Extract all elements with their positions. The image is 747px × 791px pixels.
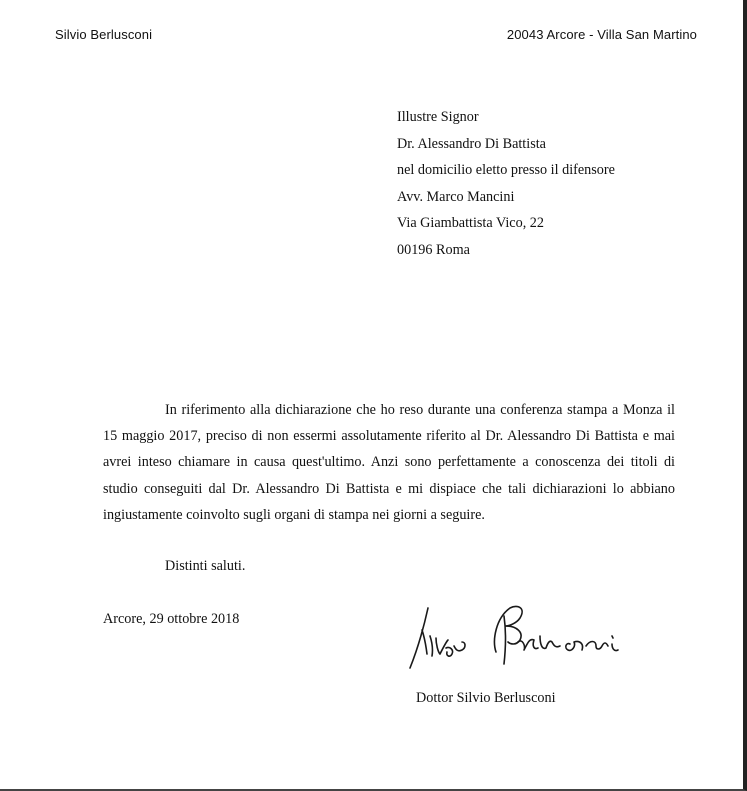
recipient-address-block bbox=[397, 104, 615, 264]
recipient-line-domicile: nel domicilio eletto presso il difensore bbox=[397, 162, 615, 179]
closing-salutation: Distinti saluti. bbox=[165, 558, 246, 574]
letterhead-name: Silvio Berlusconi bbox=[55, 27, 153, 42]
body-paragraph: In riferimento alla dichiarazione che ho reso durante una conferenza stampa a Monza il 15 maggio 2017, preciso di non essermi assolutamente riferito al Dr. Alessandro Di Battista e mai avrei inteso chiamare in causa quest'ultimo. Anzi sono perfettamente a conoscenza dei titoli di studio conseguiti dal Dr. Alessandro Di Battista e mi dispiace che tali dichiarazioni lo abbiano ingiustamente coinvolto sugli organi di stampa nei giorni a seguire. bbox=[103, 402, 675, 523]
letterhead-address: 20043 Arcore - Villa San Martino bbox=[506, 27, 697, 42]
recipient-line-lawyer: Avv. Marco Mancini bbox=[397, 188, 515, 205]
recipient-line-salutation: Illustre Signor bbox=[397, 109, 479, 125]
recipient-line-street: Via Giambattista Vico, 22 bbox=[397, 215, 544, 232]
letter-body bbox=[103, 397, 675, 528]
recipient-line-name: Dr. Alessandro Di Battista bbox=[397, 135, 546, 152]
recipient-line-city: 00196 Roma bbox=[397, 241, 470, 258]
signatory-name: Dottor Silvio Berlusconi bbox=[416, 690, 556, 706]
place-and-date: Arcore, 29 ottobre 2018 bbox=[103, 611, 240, 627]
handwritten-signature bbox=[400, 596, 630, 676]
